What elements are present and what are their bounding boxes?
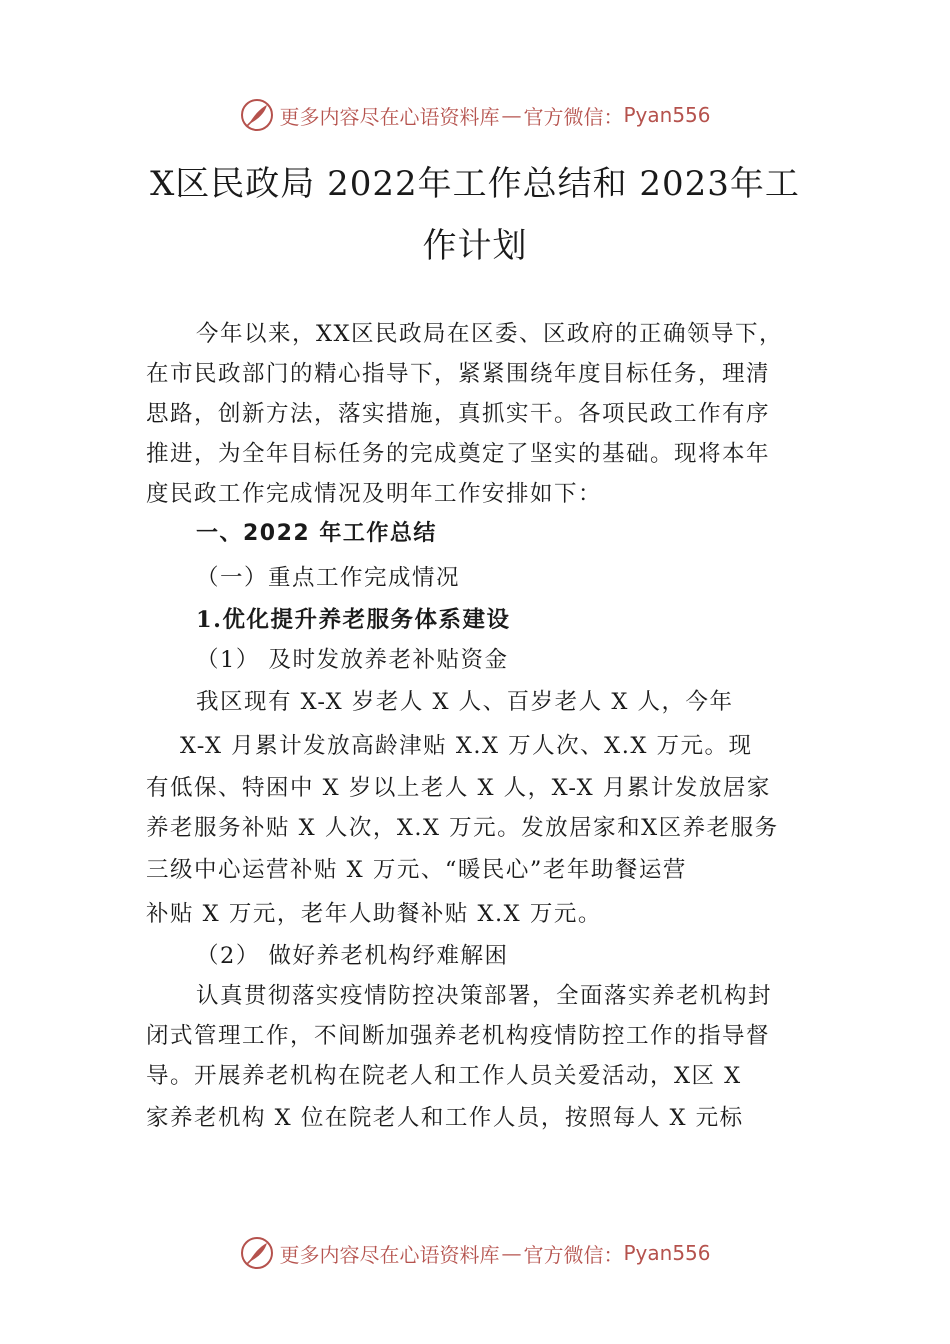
feather-pen-logo-icon — [239, 97, 275, 133]
body-line: 养老服务补贴 X 人次，X.X 万元。发放居家和X区养老服务 — [146, 815, 779, 841]
watermark-wechat-label: 官方微信： — [523, 104, 624, 129]
body-line: 认真贯彻落实疫情防控决策部署，全面落实养老机构封 — [196, 983, 773, 1009]
feather-pen-logo-icon — [239, 1235, 275, 1271]
document-title-line2: 作计划 — [422, 226, 528, 266]
body-line: 度民政工作完成情况及明年工作安排如下： — [146, 481, 603, 507]
watermark-text: 更多内容尽在心语资料库 — [279, 1242, 500, 1267]
body-line: 我区现有 X-X 岁老人 X 人、百岁老人 X 人，今年 — [196, 689, 734, 715]
item-heading: 1.优化提升养老服务体系建设 — [196, 607, 511, 633]
body-line: 三级中心运营补贴 X 万元、“暖民心”老年助餐运营 — [146, 857, 687, 883]
body-line: 有低保、特困中 X 岁以上老人 X 人，X-X 月累计发放居家 — [146, 775, 771, 801]
body-line: 思路，创新方法，落实措施，真抓实干。各项民政工作有序 — [146, 401, 771, 427]
watermark-wechat-id: Pyan556 — [623, 103, 711, 127]
watermark-dash: — — [501, 103, 522, 127]
body-line: X-X 月累计发放高龄津贴 X.X 万人次、X.X 万元。现 — [180, 733, 753, 759]
section-heading: 一、2022 年工作总结 — [196, 521, 437, 546]
watermark-dash: — — [501, 1241, 522, 1265]
body-line: 补贴 X 万元，老年人助餐补贴 X.X 万元。 — [146, 901, 602, 927]
sub-item-heading: （2） 做好养老机构纾难解困 — [196, 943, 509, 969]
body-line: 在市民政部门的精心指导下，紧紧围绕年度目标任务，理清 — [146, 361, 771, 387]
watermark-text: 更多内容尽在心语资料库 — [279, 104, 500, 129]
body-line: 家养老机构 X 位在院老人和工作人员，按照每人 X 元标 — [146, 1105, 744, 1131]
sub-item-heading: （1） 及时发放养老补贴资金 — [196, 647, 509, 673]
body-line: 导。开展养老机构在院老人和工作人员关爱活动，X区 X — [146, 1063, 742, 1089]
subsection-heading: （一）重点工作完成情况 — [196, 565, 461, 591]
body-line: 闭式管理工作，不间断加强养老机构疫情防控工作的指导督 — [146, 1023, 771, 1049]
body-line: 推进，为全年目标任务的完成奠定了坚实的基础。现将本年 — [146, 441, 771, 467]
watermark-wechat-label: 官方微信： — [523, 1242, 624, 1267]
watermark-banner-bottom — [0, 1233, 950, 1273]
watermark-wechat-id: Pyan556 — [623, 1241, 711, 1265]
watermark-banner-top — [0, 95, 950, 135]
body-line: 今年以来，XX区民政局在区委、区政府的正确领导下， — [196, 321, 784, 347]
document-title-line1: X区民政局 2022年工作总结和 2023年工 — [150, 164, 800, 204]
